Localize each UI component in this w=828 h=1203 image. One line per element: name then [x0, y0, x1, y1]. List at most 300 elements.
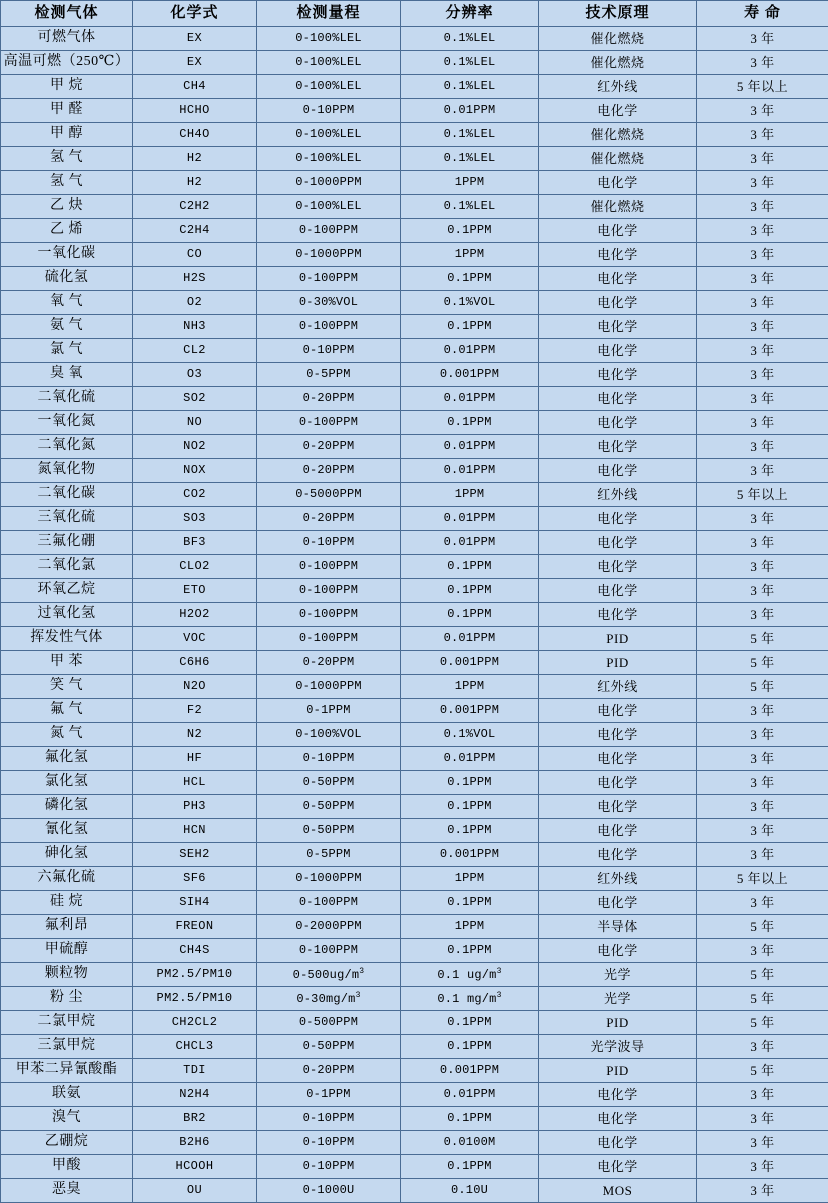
table-row [1, 699, 828, 723]
column-header-gas: 检测气体 [1, 1, 133, 27]
cell-lifetime: 3 年 [697, 723, 828, 747]
cell-technology: 红外线 [539, 867, 697, 891]
cell-gas-name: 恶臭 [1, 1179, 133, 1203]
column-header-resolution: 分辨率 [401, 1, 539, 27]
cell-formula: C6H6 [133, 651, 257, 675]
cell-technology: 电化学 [539, 771, 697, 795]
table-row [1, 555, 828, 579]
cell-resolution: 0.0100M [401, 1131, 539, 1155]
cell-lifetime: 5 年以上 [697, 483, 828, 507]
cell-resolution: 0.1PPM [401, 411, 539, 435]
table-row [1, 771, 828, 795]
cell-formula: SO2 [133, 387, 257, 411]
table-row [1, 315, 828, 339]
cell-gas-name: 二氧化硫 [1, 387, 133, 411]
cell-formula: CH4O [133, 123, 257, 147]
cell-resolution: 0.1%LEL [401, 195, 539, 219]
cell-gas-name: 三氧化硫 [1, 507, 133, 531]
cell-lifetime: 5 年 [697, 675, 828, 699]
table-row [1, 27, 828, 51]
cell-resolution: 0.1PPM [401, 819, 539, 843]
cell-lifetime: 3 年 [697, 27, 828, 51]
cell-technology: 催化燃烧 [539, 27, 697, 51]
table-row [1, 51, 828, 75]
cell-lifetime: 3 年 [697, 243, 828, 267]
table-row [1, 171, 828, 195]
cell-technology: 电化学 [539, 219, 697, 243]
cell-range: 0-20PPM [257, 459, 401, 483]
cell-range: 0-100PPM [257, 939, 401, 963]
table-row [1, 1083, 828, 1107]
cell-gas-name: 氰化氢 [1, 819, 133, 843]
cell-range: 0-100PPM [257, 579, 401, 603]
cell-range: 0-100PPM [257, 219, 401, 243]
cell-formula: ETO [133, 579, 257, 603]
cell-gas-name: 三氟化硼 [1, 531, 133, 555]
cell-formula: CO2 [133, 483, 257, 507]
cell-range: 0-10PPM [257, 747, 401, 771]
cell-resolution: 0.1PPM [401, 939, 539, 963]
cell-lifetime: 5 年 [697, 627, 828, 651]
cell-resolution: 0.1 $mg/m^3$ [401, 987, 539, 1011]
cell-gas-name: 氨 气 [1, 315, 133, 339]
cell-technology: 催化燃烧 [539, 147, 697, 171]
cell-technology: 电化学 [539, 843, 697, 867]
cell-formula: TDI [133, 1059, 257, 1083]
cell-technology: 半导体 [539, 915, 697, 939]
cell-formula: B2H6 [133, 1131, 257, 1155]
cell-gas-name: 溴气 [1, 1107, 133, 1131]
cell-resolution: 0.001PPM [401, 843, 539, 867]
cell-gas-name: 臭 氧 [1, 363, 133, 387]
cell-range: $0-30mg/m^3$ [257, 987, 401, 1011]
table-row [1, 723, 828, 747]
table-row [1, 891, 828, 915]
cell-range: 0-20PPM [257, 651, 401, 675]
cell-formula: NOX [133, 459, 257, 483]
cell-resolution: 1PPM [401, 915, 539, 939]
column-header-lifetime: 寿 命 [697, 1, 828, 27]
cell-gas-name: 甲 苯 [1, 651, 133, 675]
cell-gas-name: 二氧化碳 [1, 483, 133, 507]
cell-technology: 红外线 [539, 75, 697, 99]
table-row [1, 843, 828, 867]
cell-technology: 电化学 [539, 1155, 697, 1179]
cell-technology: 电化学 [539, 339, 697, 363]
cell-formula: CHCL3 [133, 1035, 257, 1059]
column-header-range: 检测量程 [257, 1, 401, 27]
cell-lifetime: 3 年 [697, 843, 828, 867]
cell-lifetime: 3 年 [697, 1083, 828, 1107]
cell-lifetime: 3 年 [697, 411, 828, 435]
cell-range: 0-100%VOL [257, 723, 401, 747]
cell-technology: PID [539, 1059, 697, 1083]
cell-technology: 光学波导 [539, 1035, 697, 1059]
cell-resolution: 0.1%LEL [401, 147, 539, 171]
cell-resolution: 0.1PPM [401, 555, 539, 579]
cell-range: 0-10PPM [257, 1155, 401, 1179]
cell-range: 0-100%LEL [257, 195, 401, 219]
cell-technology: 电化学 [539, 723, 697, 747]
cell-gas-name: 硫化氢 [1, 267, 133, 291]
cell-gas-name: 甲 烷 [1, 75, 133, 99]
cell-gas-name: 过氧化氢 [1, 603, 133, 627]
cell-technology: 电化学 [539, 171, 697, 195]
cell-technology: 电化学 [539, 891, 697, 915]
cell-technology: 电化学 [539, 699, 697, 723]
cell-gas-name: 笑 气 [1, 675, 133, 699]
table-row [1, 1131, 828, 1155]
table-row [1, 867, 828, 891]
cell-resolution: 0.1%LEL [401, 27, 539, 51]
table-row [1, 243, 828, 267]
cell-lifetime: 3 年 [697, 1179, 828, 1203]
cell-formula: HCOOH [133, 1155, 257, 1179]
cell-formula: H2S [133, 267, 257, 291]
cell-gas-name: 环氧乙烷 [1, 579, 133, 603]
cell-range: 0-5000PPM [257, 483, 401, 507]
table-row [1, 483, 828, 507]
cell-formula: C2H4 [133, 219, 257, 243]
cell-resolution: 1PPM [401, 483, 539, 507]
cell-gas-name: 氯 气 [1, 339, 133, 363]
cell-range: 0-100PPM [257, 555, 401, 579]
cell-lifetime: 3 年 [697, 339, 828, 363]
cell-formula: NH3 [133, 315, 257, 339]
table-row [1, 819, 828, 843]
cell-range: 0-1000PPM [257, 867, 401, 891]
table-row [1, 75, 828, 99]
cell-lifetime: 5 年以上 [697, 867, 828, 891]
table-row [1, 603, 828, 627]
cell-resolution: 1PPM [401, 675, 539, 699]
table-row [1, 219, 828, 243]
cell-technology: 电化学 [539, 387, 697, 411]
cell-lifetime: 3 年 [697, 795, 828, 819]
cell-resolution: 0.1 $ug/m^3$ [401, 963, 539, 987]
cell-lifetime: 3 年 [697, 1131, 828, 1155]
cell-range: 0-1PPM [257, 1083, 401, 1107]
cell-resolution: 0.01PPM [401, 507, 539, 531]
cell-gas-name: 颗粒物 [1, 963, 133, 987]
cell-range: 0-100PPM [257, 315, 401, 339]
cell-range: 0-100PPM [257, 267, 401, 291]
cell-resolution: 0.01PPM [401, 459, 539, 483]
table-row [1, 963, 828, 987]
cell-gas-name: 乙 炔 [1, 195, 133, 219]
cell-lifetime: 3 年 [697, 555, 828, 579]
cell-gas-name: 硅 烷 [1, 891, 133, 915]
cell-gas-name: 可燃气体 [1, 27, 133, 51]
cell-lifetime: 5 年 [697, 651, 828, 675]
cell-technology: 电化学 [539, 99, 697, 123]
cell-formula: CH4 [133, 75, 257, 99]
cell-lifetime: 3 年 [697, 771, 828, 795]
cell-formula: SF6 [133, 867, 257, 891]
cell-gas-name: 氯化氢 [1, 771, 133, 795]
cell-formula: NO2 [133, 435, 257, 459]
cell-gas-name: 二氧化氮 [1, 435, 133, 459]
cell-gas-name: 甲硫醇 [1, 939, 133, 963]
cell-range: 0-10PPM [257, 1107, 401, 1131]
cell-range: 0-1000U [257, 1179, 401, 1203]
cell-resolution: 0.1PPM [401, 603, 539, 627]
cell-lifetime: 3 年 [697, 939, 828, 963]
cell-technology: 电化学 [539, 603, 697, 627]
cell-resolution: 0.001PPM [401, 1059, 539, 1083]
cell-formula: PM2.5/PM10 [133, 963, 257, 987]
cell-resolution: 0.1PPM [401, 315, 539, 339]
cell-formula: C2H2 [133, 195, 257, 219]
cell-lifetime: 3 年 [697, 291, 828, 315]
cell-range: 0-1000PPM [257, 171, 401, 195]
cell-range: 0-50PPM [257, 1035, 401, 1059]
column-header-technology: 技术原理 [539, 1, 697, 27]
cell-resolution: 1PPM [401, 867, 539, 891]
cell-resolution: 0.1PPM [401, 219, 539, 243]
cell-technology: PID [539, 651, 697, 675]
cell-range: 0-10PPM [257, 531, 401, 555]
cell-lifetime: 3 年 [697, 891, 828, 915]
cell-resolution: 1PPM [401, 243, 539, 267]
cell-range: 0-100%LEL [257, 51, 401, 75]
cell-gas-name: 氮 气 [1, 723, 133, 747]
cell-gas-name: 乙 烯 [1, 219, 133, 243]
cell-gas-name: 一氧化碳 [1, 243, 133, 267]
cell-range: 0-1000PPM [257, 675, 401, 699]
cell-technology: 电化学 [539, 411, 697, 435]
cell-range: 0-100PPM [257, 603, 401, 627]
cell-gas-name: 甲苯二异氰酸酯 [1, 1059, 133, 1083]
cell-range: 0-50PPM [257, 795, 401, 819]
cell-technology: 红外线 [539, 675, 697, 699]
cell-technology: 光学 [539, 987, 697, 1011]
cell-technology: 电化学 [539, 315, 697, 339]
cell-lifetime: 3 年 [697, 219, 828, 243]
cell-range: 0-5PPM [257, 363, 401, 387]
table-body [1, 27, 828, 1203]
cell-formula: CL2 [133, 339, 257, 363]
cell-technology: 催化燃烧 [539, 51, 697, 75]
cell-resolution: 0.1PPM [401, 1107, 539, 1131]
cell-lifetime: 3 年 [697, 819, 828, 843]
cell-resolution: 0.01PPM [401, 531, 539, 555]
cell-resolution: 0.001PPM [401, 699, 539, 723]
cell-resolution: 0.01PPM [401, 99, 539, 123]
table-row [1, 1035, 828, 1059]
table-row [1, 1155, 828, 1179]
cell-lifetime: 3 年 [697, 579, 828, 603]
cell-gas-name: 氟 气 [1, 699, 133, 723]
table-row [1, 1179, 828, 1203]
cell-lifetime: 3 年 [697, 1155, 828, 1179]
cell-lifetime: 3 年 [697, 531, 828, 555]
cell-technology: 催化燃烧 [539, 195, 697, 219]
cell-gas-name: 氢 气 [1, 171, 133, 195]
cell-resolution: 0.01PPM [401, 435, 539, 459]
cell-formula: SEH2 [133, 843, 257, 867]
cell-technology: 电化学 [539, 555, 697, 579]
cell-resolution: 1PPM [401, 171, 539, 195]
cell-resolution: 0.01PPM [401, 1083, 539, 1107]
cell-lifetime: 3 年 [697, 1107, 828, 1131]
cell-resolution: 0.1PPM [401, 771, 539, 795]
cell-resolution: 0.1PPM [401, 267, 539, 291]
cell-lifetime: 3 年 [697, 747, 828, 771]
cell-range: $0-500ug/m^3$ [257, 963, 401, 987]
cell-technology: 电化学 [539, 243, 697, 267]
cell-lifetime: 3 年 [697, 1035, 828, 1059]
cell-range: 0-2000PPM [257, 915, 401, 939]
cell-resolution: 0.01PPM [401, 747, 539, 771]
cell-technology: 电化学 [539, 795, 697, 819]
cell-range: 0-100PPM [257, 627, 401, 651]
table-row [1, 435, 828, 459]
table-row [1, 459, 828, 483]
cell-gas-name: 氟利昂 [1, 915, 133, 939]
cell-resolution: 0.001PPM [401, 651, 539, 675]
cell-lifetime: 3 年 [697, 171, 828, 195]
cell-technology: 电化学 [539, 1083, 697, 1107]
table-row [1, 195, 828, 219]
cell-gas-name: 氧 气 [1, 291, 133, 315]
cell-formula: H2 [133, 171, 257, 195]
cell-formula: SO3 [133, 507, 257, 531]
cell-resolution: 0.1PPM [401, 1011, 539, 1035]
cell-technology: 电化学 [539, 291, 697, 315]
cell-gas-name: 挥发性气体 [1, 627, 133, 651]
table-row [1, 291, 828, 315]
cell-resolution: 0.1PPM [401, 1035, 539, 1059]
cell-lifetime: 5 年 [697, 1059, 828, 1083]
cell-range: 0-30%VOL [257, 291, 401, 315]
table-row [1, 795, 828, 819]
cell-gas-name: 甲 醇 [1, 123, 133, 147]
table-row [1, 1107, 828, 1131]
cell-formula: O2 [133, 291, 257, 315]
cell-technology: 电化学 [539, 363, 697, 387]
cell-range: 0-100%LEL [257, 123, 401, 147]
cell-technology: 催化燃烧 [539, 123, 697, 147]
cell-formula: EX [133, 27, 257, 51]
cell-range: 0-5PPM [257, 843, 401, 867]
table-row [1, 147, 828, 171]
cell-resolution: 0.01PPM [401, 387, 539, 411]
cell-gas-name: 氟化氢 [1, 747, 133, 771]
cell-lifetime: 5 年 [697, 1011, 828, 1035]
table-row [1, 387, 828, 411]
cell-gas-name: 砷化氢 [1, 843, 133, 867]
table-row [1, 531, 828, 555]
cell-resolution: 0.001PPM [401, 363, 539, 387]
cell-gas-name: 磷化氢 [1, 795, 133, 819]
cell-technology: MOS [539, 1179, 697, 1203]
table-row [1, 411, 828, 435]
cell-lifetime: 5 年 [697, 915, 828, 939]
table-row [1, 1011, 828, 1035]
cell-gas-name: 粉 尘 [1, 987, 133, 1011]
cell-range: 0-20PPM [257, 435, 401, 459]
cell-range: 0-50PPM [257, 819, 401, 843]
cell-resolution: 0.1PPM [401, 1155, 539, 1179]
cell-resolution: 0.10U [401, 1179, 539, 1203]
cell-formula: N2 [133, 723, 257, 747]
cell-resolution: 0.1%LEL [401, 75, 539, 99]
cell-lifetime: 3 年 [697, 99, 828, 123]
cell-range: 0-100%LEL [257, 75, 401, 99]
cell-range: 0-20PPM [257, 507, 401, 531]
cell-lifetime: 3 年 [697, 435, 828, 459]
cell-gas-name: 甲 醛 [1, 99, 133, 123]
cell-resolution: 0.1%VOL [401, 723, 539, 747]
cell-range: 0-20PPM [257, 1059, 401, 1083]
cell-technology: 电化学 [539, 459, 697, 483]
cell-formula: N2O [133, 675, 257, 699]
cell-technology: 红外线 [539, 483, 697, 507]
cell-range: 0-50PPM [257, 771, 401, 795]
cell-formula: BF3 [133, 531, 257, 555]
table-row [1, 747, 828, 771]
cell-technology: 电化学 [539, 531, 697, 555]
cell-lifetime: 3 年 [697, 603, 828, 627]
cell-technology: 电化学 [539, 267, 697, 291]
cell-lifetime: 3 年 [697, 147, 828, 171]
table-row [1, 123, 828, 147]
cell-formula: PH3 [133, 795, 257, 819]
cell-formula: SIH4 [133, 891, 257, 915]
cell-formula: H2 [133, 147, 257, 171]
cell-technology: PID [539, 627, 697, 651]
cell-gas-name: 一氧化氮 [1, 411, 133, 435]
cell-gas-name: 高温可燃（250℃） [1, 51, 133, 75]
cell-range: 0-10PPM [257, 1131, 401, 1155]
cell-formula: H2O2 [133, 603, 257, 627]
cell-gas-name: 二氯甲烷 [1, 1011, 133, 1035]
cell-resolution: 0.1PPM [401, 891, 539, 915]
table-row [1, 507, 828, 531]
cell-technology: 电化学 [539, 819, 697, 843]
cell-formula: FREON [133, 915, 257, 939]
cell-formula: O3 [133, 363, 257, 387]
cell-formula: HF [133, 747, 257, 771]
cell-formula: CLO2 [133, 555, 257, 579]
cell-technology: 电化学 [539, 1131, 697, 1155]
column-header-formula: 化学式 [133, 1, 257, 27]
cell-formula: EX [133, 51, 257, 75]
cell-formula: OU [133, 1179, 257, 1203]
table-row [1, 267, 828, 291]
cell-lifetime: 5 年以上 [697, 75, 828, 99]
cell-range: 0-10PPM [257, 339, 401, 363]
cell-gas-name: 甲酸 [1, 1155, 133, 1179]
cell-technology: 电化学 [539, 1107, 697, 1131]
cell-lifetime: 3 年 [697, 267, 828, 291]
cell-resolution: 0.1PPM [401, 579, 539, 603]
cell-formula: HCN [133, 819, 257, 843]
cell-lifetime: 3 年 [697, 387, 828, 411]
cell-gas-name: 乙硼烷 [1, 1131, 133, 1155]
cell-formula: CH4S [133, 939, 257, 963]
cell-lifetime: 3 年 [697, 123, 828, 147]
cell-lifetime: 5 年 [697, 963, 828, 987]
cell-technology: 电化学 [539, 507, 697, 531]
cell-range: 0-100PPM [257, 411, 401, 435]
cell-lifetime: 3 年 [697, 507, 828, 531]
table-row [1, 939, 828, 963]
cell-formula: CH2CL2 [133, 1011, 257, 1035]
cell-range: 0-10PPM [257, 99, 401, 123]
table-header-row [1, 1, 828, 27]
